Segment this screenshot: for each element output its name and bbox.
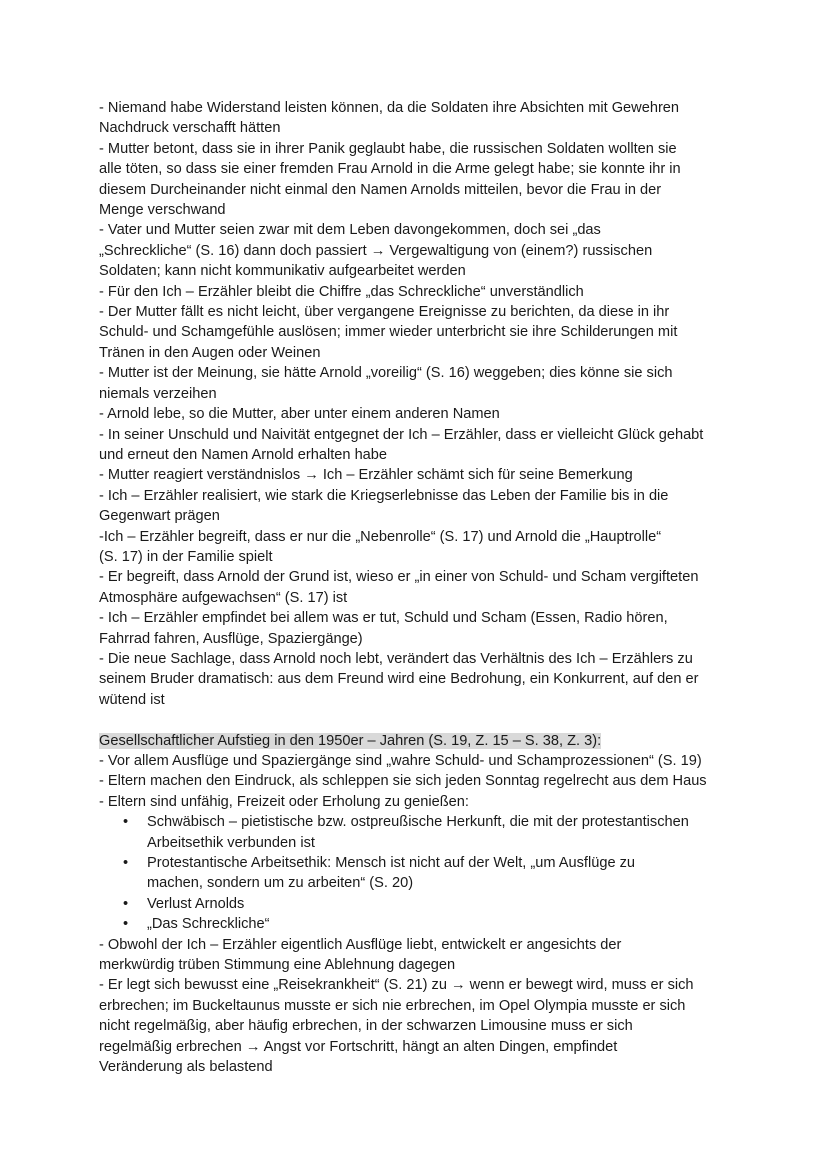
text-line: - Arnold lebe, so die Mutter, aber unter einem anderen Namen [99,406,500,423]
text-line: alle töten, so dass sie einer fremden Frau Arnold in die Arme gelegt habe; sie konnte ihr in [99,161,681,178]
list-item-text: Schwäbisch – pietistische bzw. ostpreußische Herkunft, die mit der protestantischen [147,814,689,831]
list-item [99,853,768,873]
text-line: - Ich – Erzähler realisiert, wie stark die Kriegserlebnisse das Leben der Familie bis in die [99,487,669,504]
text-block-2 [99,751,768,812]
text-line: und erneut den Namen Arnold erhalten habe [99,446,388,463]
text-line: nicht regelmäßig, aber häufig erbrechen, in der schwarzen Limousine muss er sich [99,1018,633,1035]
text-block-3 [99,935,768,1078]
text-line: (S. 17) in der Familie spielt [99,548,273,565]
bullet-list [99,812,768,934]
list-item [99,914,768,934]
text-line: Gegenwart prägen [99,508,220,525]
text-line: - Die neue Sachlage, dass Arnold noch lebt, verändert das Verhältnis des Ich – Erzählers zu [99,650,693,667]
section-heading [99,731,768,751]
bullet-icon: • [123,814,129,831]
text-line: wütend ist [99,691,165,708]
text-line: - Er begreift, dass Arnold der Grund ist, wieso er „in einer von Schuld- und Scham vergifteten [99,569,699,586]
text-line: - Eltern sind unfähig, Freizeit oder Erholung zu genießen: [99,793,469,810]
text-line: - Ich – Erzähler empfindet bei allem was er tut, Schuld und Scham (Essen, Radio hören, [99,610,668,627]
list-item [99,894,768,914]
text-line: - Eltern machen den Eindruck, als schleppen sie sich jeden Sonntag regelrecht aus dem Haus [99,773,707,790]
paragraph-gap [99,710,768,730]
text-line: regelmäßig erbrechen → Angst vor Fortschritt, hängt an alten Dingen, empfindet [99,1038,618,1055]
text-line: „Schreckliche“ (S. 16) dann doch passiert → Vergewaltigung von (einem?) russischen [99,242,653,259]
text-line: - Er legt sich bewusst eine „Reisekrankheit“ (S. 21) zu → wenn er bewegt wird, muss er sich [99,977,694,994]
text-line: Nachdruck verschafft hätten [99,120,281,137]
text-line: -Ich – Erzähler begreift, dass er nur die „Nebenrolle“ (S. 17) und Arnold die „Hauptrolle“ [99,528,662,545]
text-line: - Der Mutter fällt es nicht leicht, über vergangene Ereignisse zu berichten, da diese in ihr [99,304,670,321]
text-block-1 [99,98,768,710]
list-item-continuation: Arbeitsethik verbunden ist [147,834,315,851]
text-line: Veränderung als belastend [99,1059,273,1076]
text-line: - Für den Ich – Erzähler bleibt die Chiffre „das Schreckliche“ unverständlich [99,283,584,300]
text-line: - Niemand habe Widerstand leisten können, da die Soldaten ihre Absichten mit Gewehren [99,100,680,116]
text-line: niemals verzeihen [99,385,217,402]
text-line: - In seiner Unschuld und Naivität entgegnet der Ich – Erzähler, dass er vielleicht Glück gehabt [99,426,704,443]
list-item-text: Protestantische Arbeitsethik: Mensch ist nicht auf der Welt, „um Ausflüge zu [147,855,636,872]
text-line: erbrechen; im Buckeltaunus musste er sich nie erbrechen, im Opel Olympia musste er sich [99,997,686,1014]
bullet-icon: • [123,895,129,912]
text-line: Fahrrad fahren, Ausflüge, Spaziergänge) [99,630,363,647]
section-heading-text: Gesellschaftlicher Aufstieg in den 1950er – Jahren (S. 19, Z. 15 – S. 38, Z. 3): [99,732,602,749]
list-item-text: „Das Schreckliche“ [147,916,270,933]
text-line: Soldaten; kann nicht kommunikativ aufgearbeitet werden [99,263,466,280]
text-line: Schuld- und Schamgefühle auslösen; immer wieder unterbricht sie ihre Schilderungen mit [99,324,678,341]
text-line: Tränen in den Augen oder Weinen [99,344,321,361]
text-line: diesem Durcheinander nicht einmal den Namen Arnolds mitteilen, bevor die Frau in der [99,181,662,198]
bullet-icon: • [123,916,129,933]
text-line: - Obwohl der Ich – Erzähler eigentlich Ausflüge liebt, entwickelt er angesichts der [99,936,622,953]
text-line: - Mutter reagiert verständnislos → Ich – Erzähler schämt sich für seine Bemerkung [99,467,633,484]
text-line: - Vater und Mutter seien zwar mit dem Leben davongekommen, doch sei „das [99,222,601,239]
text-line: Atmosphäre aufgewachsen“ (S. 17) ist [99,589,348,606]
text-line: - Mutter ist der Meinung, sie hätte Arnold „voreilig“ (S. 16) weggeben; dies könne sie sich [99,365,673,382]
text-line: seinem Bruder dramatisch: aus dem Freund wird eine Bedrohung, ein Konkurrent, auf den er [99,671,699,688]
text-line: merkwürdig trüben Stimmung eine Ablehnung dagegen [99,957,456,974]
bullet-icon: • [123,855,129,872]
text-line: Menge verschwand [99,202,226,219]
text-line: - Mutter betont, dass sie in ihrer Panik geglaubt habe, die russischen Soldaten wollten sie [99,140,677,157]
text-line: - Vor allem Ausflüge und Spaziergänge sind „wahre Schuld- und Schamprozessionen“ (S. 19) [99,752,702,769]
list-item-text: Verlust Arnolds [147,895,245,912]
list-item [99,812,768,832]
list-item-continuation: machen, sondern um zu arbeiten“ (S. 20) [147,875,414,892]
